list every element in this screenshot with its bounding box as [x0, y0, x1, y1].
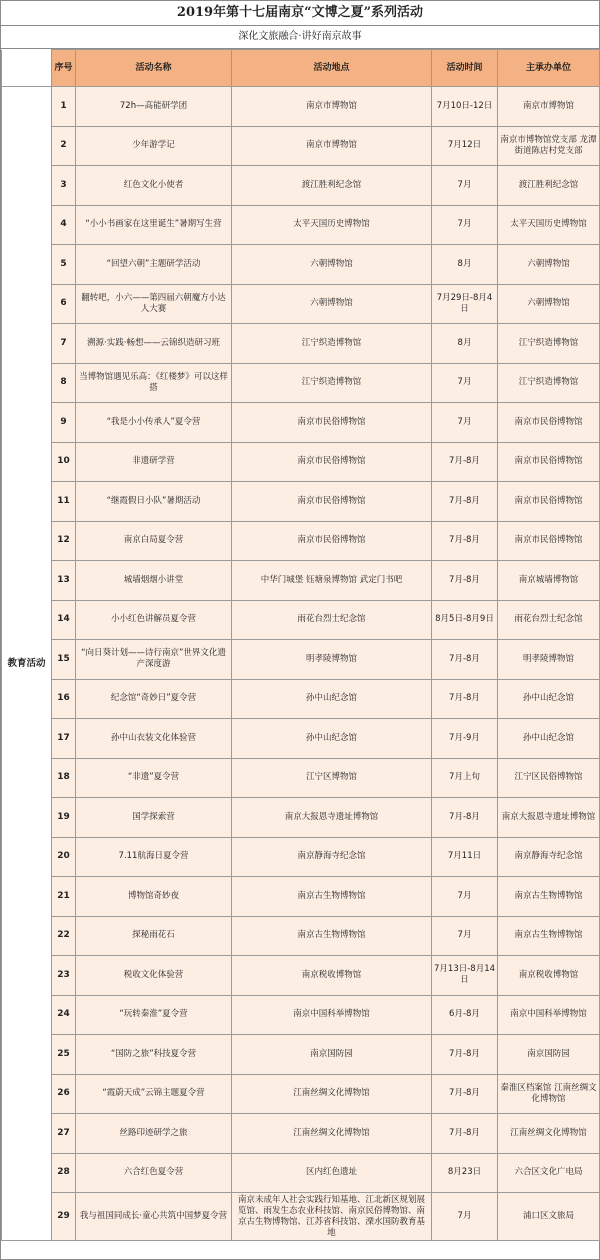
activity-host: 南京国防园: [498, 1035, 600, 1075]
activity-place: 南京大报恩寺遗址博物馆: [232, 798, 432, 838]
table-row: [2, 561, 600, 601]
row-number: 11: [52, 482, 76, 522]
page-subtitle: 深化文旅融合·讲好南京故事: [1, 26, 599, 49]
activity-place: 江南丝绸文化博物馆: [232, 1114, 432, 1154]
activity-time: 8月5日-8月9日: [432, 600, 498, 640]
activity-place: 六朝博物馆: [232, 284, 432, 324]
activity-time: 8月23日: [432, 1153, 498, 1193]
activity-name: 博物馆奇妙夜: [76, 877, 232, 917]
activity-host: 太平天国历史博物馆: [498, 205, 600, 245]
header-host: 主承办单位: [498, 50, 600, 87]
table-row: [2, 521, 600, 561]
header-time: 活动时间: [432, 50, 498, 87]
activity-host: 南京市博物馆党支部 龙潭街道陈店村党支部: [498, 126, 600, 166]
activity-time: 7月: [432, 877, 498, 917]
table-row: [2, 1153, 600, 1193]
activity-place: 江南丝绸文化博物馆: [232, 1074, 432, 1114]
activity-place: 南京市民俗博物馆: [232, 403, 432, 443]
table-row: [2, 877, 600, 917]
activity-host: 孙中山纪念馆: [498, 679, 600, 719]
activity-time: 7月-8月: [432, 1035, 498, 1075]
activity-name: 72h—高能研学团: [76, 87, 232, 127]
activity-place: 南京国防园: [232, 1035, 432, 1075]
activity-place: 南京古生物博物馆: [232, 877, 432, 917]
activity-place: 南京市民俗博物馆: [232, 521, 432, 561]
row-number: 15: [52, 640, 76, 680]
activity-place: 六朝博物馆: [232, 245, 432, 285]
activity-place: 江宁织造博物馆: [232, 324, 432, 364]
activity-place: 江宁织造博物馆: [232, 363, 432, 403]
table-row: [2, 679, 600, 719]
activity-host: 江宁区民俗博物馆: [498, 758, 600, 798]
table-row: [2, 1193, 600, 1241]
activity-time: 7月-8月: [432, 482, 498, 522]
activity-place: 南京静海寺纪念馆: [232, 837, 432, 877]
activity-host: 南京市博物馆: [498, 87, 600, 127]
activity-place: 南京税收博物馆: [232, 956, 432, 996]
activity-host: 南京古生物博物馆: [498, 916, 600, 956]
activity-place: 孙中山纪念馆: [232, 679, 432, 719]
activity-name: “我是小小传承人”夏令营: [76, 403, 232, 443]
activity-host: 南京城墙博物馆: [498, 561, 600, 601]
activity-place: 南京中国科举博物馆: [232, 995, 432, 1035]
activity-time: 7月11日: [432, 837, 498, 877]
activity-host: 六朝博物馆: [498, 284, 600, 324]
row-number: 14: [52, 600, 76, 640]
table-row: [2, 324, 600, 364]
activity-host: 明孝陵博物馆: [498, 640, 600, 680]
activity-host: 六合区文化广电局: [498, 1153, 600, 1193]
activity-time: 7月: [432, 1193, 498, 1241]
row-number: 21: [52, 877, 76, 917]
activity-time: 7月10日-12日: [432, 87, 498, 127]
activity-name: 国学探索营: [76, 798, 232, 838]
row-number: 6: [52, 284, 76, 324]
row-number: 24: [52, 995, 76, 1035]
activity-place: 南京市民俗博物馆: [232, 482, 432, 522]
activity-place: 南京未成年人社会实践行知基地、江北新区规划展览馆、雨发生态农业科技馆、南京民俗博物馆、南京古生物博物馆、江苏省科技馆、溧水国防教育基地: [232, 1193, 432, 1241]
activity-time: 7月-8月: [432, 521, 498, 561]
activity-host: 南京古生物博物馆: [498, 877, 600, 917]
activity-time: 7月-9月: [432, 719, 498, 759]
table-row: [2, 205, 600, 245]
table-row: [2, 1114, 600, 1154]
activity-name: 城墙烟烟小讲堂: [76, 561, 232, 601]
activity-host: 秦淮区档案馆 江南丝绸文化博物馆: [498, 1074, 600, 1114]
activity-name: “非遗”夏令营: [76, 758, 232, 798]
activity-host: 南京中国科举博物馆: [498, 995, 600, 1035]
table-row: [2, 758, 600, 798]
activity-table-body: [2, 87, 600, 1241]
activity-time: 7月-8月: [432, 1114, 498, 1154]
activity-name: “继霞假日小队”暑期活动: [76, 482, 232, 522]
row-number: 17: [52, 719, 76, 759]
activity-name: 当博物馆遇见乐高：《红楼梦》可以这样搭: [76, 363, 232, 403]
row-number: 27: [52, 1114, 76, 1154]
row-number: 29: [52, 1193, 76, 1241]
activity-time: 7月-8月: [432, 679, 498, 719]
table-row: [2, 245, 600, 285]
activity-host: 江南丝绸文化博物馆: [498, 1114, 600, 1154]
activity-time: 7月: [432, 403, 498, 443]
activity-place: 区内红色遗址: [232, 1153, 432, 1193]
activity-name: 非遗研学营: [76, 442, 232, 482]
activity-name: 我与祖国同成长·童心共筑中国梦夏令营: [76, 1193, 232, 1241]
table-row: [2, 995, 600, 1035]
activity-place: 南京古生物博物馆: [232, 916, 432, 956]
activity-place: 太平天国历史博物馆: [232, 205, 432, 245]
row-number: 18: [52, 758, 76, 798]
table-row: [2, 719, 600, 759]
activity-time: 8月: [432, 324, 498, 364]
activity-host: 南京市民俗博物馆: [498, 403, 600, 443]
row-number: 19: [52, 798, 76, 838]
table-row: [2, 403, 600, 443]
row-number: 20: [52, 837, 76, 877]
table-row: [2, 798, 600, 838]
row-number: 13: [52, 561, 76, 601]
activity-time: 7月-8月: [432, 1074, 498, 1114]
header-place: 活动地点: [232, 50, 432, 87]
activity-place: 南京市博物馆: [232, 126, 432, 166]
activity-time: 7月-8月: [432, 798, 498, 838]
row-number: 25: [52, 1035, 76, 1075]
activity-name: 少年游学记: [76, 126, 232, 166]
header-no: 序号: [52, 50, 76, 87]
activity-host: 南京静海寺纪念馆: [498, 837, 600, 877]
row-number: 5: [52, 245, 76, 285]
activity-place: 南京市民俗博物馆: [232, 442, 432, 482]
activity-place: 江宁区博物馆: [232, 758, 432, 798]
activity-name: “国防之旅”科技夏令营: [76, 1035, 232, 1075]
activity-time: 7月: [432, 363, 498, 403]
activity-host: 浦口区文旅局: [498, 1193, 600, 1241]
table-row: [2, 442, 600, 482]
activity-time: 8月: [432, 245, 498, 285]
activity-time: 7月上旬: [432, 758, 498, 798]
activity-name: 7.11航海日夏令营: [76, 837, 232, 877]
activity-place: 中华门城堡 钰塘泉博物馆 武定门书吧: [232, 561, 432, 601]
activity-place: 雨花台烈士纪念馆: [232, 600, 432, 640]
activity-host: 南京市民俗博物馆: [498, 442, 600, 482]
header-name: 活动名称: [76, 50, 232, 87]
table-row: [2, 916, 600, 956]
row-number: 4: [52, 205, 76, 245]
activity-name: 六合红色夏令营: [76, 1153, 232, 1193]
row-number: 26: [52, 1074, 76, 1114]
activity-name: “小小书画家在这里诞生”暑期写生营: [76, 205, 232, 245]
activity-place: 南京市博物馆: [232, 87, 432, 127]
activity-name: 孙中山衣装文化体验营: [76, 719, 232, 759]
table-row: [2, 126, 600, 166]
table-row: [2, 87, 600, 127]
row-number: 8: [52, 363, 76, 403]
row-number: 12: [52, 521, 76, 561]
table-row: [2, 482, 600, 522]
row-number: 7: [52, 324, 76, 364]
activity-time: 7月: [432, 916, 498, 956]
activity-name: “回望六朝”主题研学活动: [76, 245, 232, 285]
activity-host: 南京大报恩寺遗址博物馆: [498, 798, 600, 838]
activity-host: 渡江胜利纪念馆: [498, 166, 600, 206]
table-row: [2, 1035, 600, 1075]
activity-place: 明孝陵博物馆: [232, 640, 432, 680]
table-row: [2, 640, 600, 680]
row-number: 1: [52, 87, 76, 127]
table-row: [2, 600, 600, 640]
table-row: [2, 363, 600, 403]
row-number: 3: [52, 166, 76, 206]
activity-host: 南京税收博物馆: [498, 956, 600, 996]
row-number: 28: [52, 1153, 76, 1193]
activity-table: [1, 49, 600, 1241]
row-number: 10: [52, 442, 76, 482]
activity-time: 7月: [432, 205, 498, 245]
activity-name: 南京白局夏令营: [76, 521, 232, 561]
activity-host: 雨花台烈士纪念馆: [498, 600, 600, 640]
activity-host: 江宁织造博物馆: [498, 324, 600, 364]
activity-time: 7月-8月: [432, 442, 498, 482]
activity-host: 六朝博物馆: [498, 245, 600, 285]
activity-host: 南京市民俗博物馆: [498, 482, 600, 522]
activity-time: 7月-8月: [432, 640, 498, 680]
activity-time: 7月29日-8月4日: [432, 284, 498, 324]
activity-time: 7月: [432, 166, 498, 206]
row-number: 2: [52, 126, 76, 166]
activity-name: 翻转吧，小六——第四届六朝魔方小达人大赛: [76, 284, 232, 324]
activity-name: 溯源·实践·畅想——云锦织造研习班: [76, 324, 232, 364]
activity-time: 7月-8月: [432, 561, 498, 601]
table-row: [2, 837, 600, 877]
activity-host: 江宁织造博物馆: [498, 363, 600, 403]
activity-name: “向日葵计划——诗行南京”世界文化遗产深度游: [76, 640, 232, 680]
activity-name: 小小红色讲解员夏令营: [76, 600, 232, 640]
activity-name: 税收文化体验营: [76, 956, 232, 996]
page-title: 2019年第十七届南京“文博之夏”系列活动: [1, 1, 599, 26]
activity-host: 孙中山纪念馆: [498, 719, 600, 759]
row-number: 22: [52, 916, 76, 956]
activity-host: 南京市民俗博物馆: [498, 521, 600, 561]
row-number: 16: [52, 679, 76, 719]
activity-name: 红色文化小使者: [76, 166, 232, 206]
activity-name: 探秘雨花石: [76, 916, 232, 956]
row-number: 23: [52, 956, 76, 996]
activity-place: 孙中山纪念馆: [232, 719, 432, 759]
activity-name: 纪念馆“奇妙日”夏令营: [76, 679, 232, 719]
header-category-blank: [2, 50, 52, 87]
activity-name: “霞蔚天成”云锦主题夏令营: [76, 1074, 232, 1114]
activity-place: 渡江胜利纪念馆: [232, 166, 432, 206]
table-row: [2, 956, 600, 996]
category-cell: 教育活动: [2, 87, 52, 1241]
activity-time: 6月-8月: [432, 995, 498, 1035]
table-row: [2, 284, 600, 324]
table-row: [2, 166, 600, 206]
activity-time: 7月12日: [432, 126, 498, 166]
activity-time: 7月13日-8月14日: [432, 956, 498, 996]
activity-name: “玩转秦淮”夏令营: [76, 995, 232, 1035]
row-number: 9: [52, 403, 76, 443]
activity-name: 丝路印迹研学之旅: [76, 1114, 232, 1154]
table-row: [2, 1074, 600, 1114]
